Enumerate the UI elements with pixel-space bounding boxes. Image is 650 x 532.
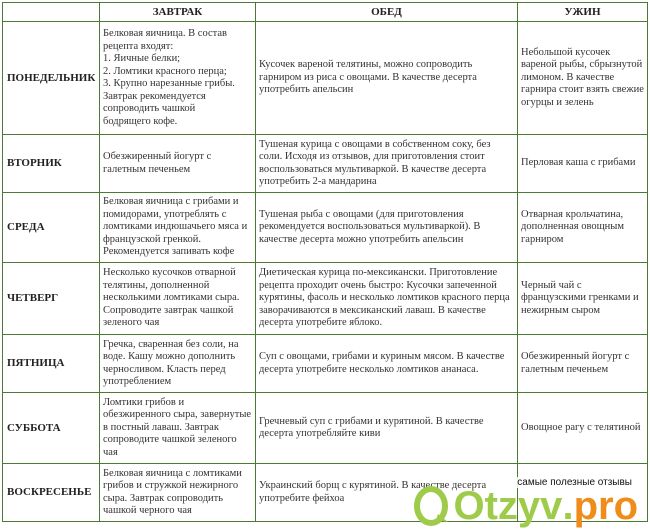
watermark-brand-dot: . xyxy=(562,484,574,528)
lunch-cell: Гречневый суп с грибами и курятиной. В качестве десерта употребляйте киви xyxy=(256,393,518,464)
dinner-cell: Отварная крольчатина, дополненная овощным гарниром xyxy=(518,193,648,263)
header-dinner: УЖИН xyxy=(518,3,648,22)
day-cell: ВОСКРЕСЕНЬЕ xyxy=(3,464,100,522)
watermark-caption: самые полезные отзывы xyxy=(517,477,632,488)
lunch-cell: Суп с овощами, грибами и куриным мясом. В качестве десерта употребите несколько ломтиков ананаса. xyxy=(256,335,518,393)
breakfast-cell: Ломтики грибов и обезжиренного сыра, завернутые в постный лаваш. Завтрак сопроводите чашкой зеленого чая xyxy=(100,393,256,464)
lunch-cell: Тушеная рыба с овощами (для приготовления рекомендуется воспользоваться мультиваркой). В качестве десерта можно употребить апельсин xyxy=(256,193,518,263)
lunch-cell: Кусочек вареной телятины, можно сопроводить гарниром из риса с овощами. В качестве десерта употребить апельсин xyxy=(256,22,518,135)
otzyv-logo-icon xyxy=(414,486,452,526)
header-row xyxy=(3,3,648,22)
day-cell: ПЯТНИЦА xyxy=(3,335,100,393)
watermark-brand-suffix: pro xyxy=(573,484,638,528)
breakfast-cell: Белковая яичница с ломтиками грибов и стружкой нежирного сыра. Завтрак сопроводить чашкой черного чая xyxy=(100,464,256,522)
lunch-cell: Диетическая курица по-мексикански. Приготовление рецепта проходит очень быстро: Кусочки запеченной курятины, фасоль и несколько ломтиков красного перца заворачиваются в мексиканский лаваш. В качестве десерта употребите яблоко. xyxy=(256,263,518,335)
lunch-cell: Тушеная курица с овощами в собственном соку, без соли. Исходя из отзывов, для приготовления стоит воспользоваться мультиваркой. В качестве десерта употребить 2-а мандарина xyxy=(256,135,518,193)
breakfast-cell: Белковая яичница с грибами и помидорами, употреблять с ломтиками индюшачьего мяса и французской гренкой. Рекомендуется запивать кофе xyxy=(100,193,256,263)
breakfast-cell: Гречка, сваренная без соли, на воде. Кашу можно дополнить черносливом. Класть перед употреблением xyxy=(100,335,256,393)
dinner-cell: Черный чай с французскими гренками и нежирным сыром xyxy=(518,263,648,335)
header-lunch: ОБЕД xyxy=(256,3,518,22)
breakfast-cell: Несколько кусочков отварной телятины, дополненной несколькими ломтиками сыра. Сопроводите завтрак чашкой зеленого чая xyxy=(100,263,256,335)
dinner-cell: Овощное рагу с телятиной xyxy=(518,393,648,464)
header-day xyxy=(3,3,100,22)
table-row xyxy=(3,393,648,464)
table-row xyxy=(3,135,648,193)
day-cell: ПОНЕДЕЛЬНИК xyxy=(3,22,100,135)
day-cell: СУББОТА xyxy=(3,393,100,464)
day-cell: ВТОРНИК xyxy=(3,135,100,193)
meal-plan-table xyxy=(2,2,648,522)
header-breakfast: ЗАВТРАК xyxy=(100,3,256,22)
lunch-cell: Украинский борщ с курятиной. В качестве десерта употребите фейхоа xyxy=(256,464,518,522)
table-row xyxy=(3,263,648,335)
dinner-cell: Небольшой кусочек вареной рыбы, сбрызнутой лимоном. В качестве гарнира стоит взять свежие огурцы и зелень xyxy=(518,22,648,135)
otzyv-watermark xyxy=(434,476,644,528)
table-row xyxy=(3,22,648,135)
dinner-cell: Обезжиренный йогурт с галетным печеньем xyxy=(518,335,648,393)
table-row xyxy=(3,193,648,263)
watermark-brand-main: Otzyv xyxy=(453,484,563,528)
table-row xyxy=(3,335,648,393)
day-cell: СРЕДА xyxy=(3,193,100,263)
dinner-cell: Перловая каша с грибами xyxy=(518,135,648,193)
day-cell: ЧЕТВЕРГ xyxy=(3,263,100,335)
breakfast-cell: Белковая яичница. В состав рецепта входят: 1. Яичные белки; 2. Ломтики красного перца; 3. Крупно нарезанные грибы. Завтрак рекомендуется сопроводить чашкой бодрящего кофе. xyxy=(100,22,256,135)
breakfast-cell: Обезжиренный йогурт с галетным печеньем xyxy=(100,135,256,193)
otzyv-logo xyxy=(414,486,639,526)
